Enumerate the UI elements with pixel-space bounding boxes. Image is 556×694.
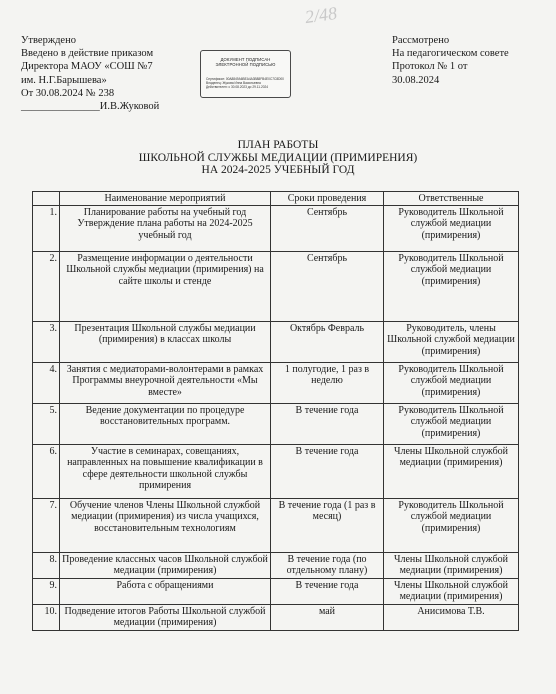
term-cell: В течение года (271, 404, 384, 445)
term-cell: Сентябрь (271, 252, 384, 322)
title-line: ШКОЛЬНОЙ СЛУЖБЫ МЕДИАЦИИ (ПРИМИРЕНИЯ) (138, 151, 418, 164)
responsible-cell: Руководитель Школьной службой медиации (примирения) (384, 404, 519, 445)
responsible-cell: Анисимова Т.В. (384, 605, 519, 631)
e-signature-stamp (200, 50, 291, 98)
review-line: 30.08.2024 (392, 74, 440, 86)
stamp-title-line: ЭЛЕКТРОННОЙ ПОДПИСЬЮ (215, 62, 276, 67)
review-line: Рассмотрено (392, 35, 450, 46)
activity-cell: Планирование работы на учебный год Утверждение плана работы на 2024-2025 учебный год (60, 206, 271, 252)
row-number: 1. (33, 206, 60, 252)
activity-cell: Участие в семинарах, совещаниях, направленных на повышение квалификации в сфере деятельности школьной службы примирения (60, 445, 271, 499)
approval-line: От 30.08.2024 № 238 (21, 87, 115, 99)
review-line: Протокол № 1 от (392, 61, 468, 73)
row-number: 5. (33, 404, 60, 445)
stamp-certificate: Сертификат: 00A8849A6BEA4A3B88FB4E0C7C8D00 (206, 77, 284, 81)
row-number: 6. (33, 445, 60, 499)
row-number: 8. (33, 553, 60, 579)
term-cell: Октябрь Февраль (271, 322, 384, 363)
activity-cell: Презентация Школьной службы медиации (примирения) в классах школы (60, 322, 271, 363)
table-row (33, 445, 519, 499)
activity-cell: Подведение итогов Работы Школьной службой медиации (примирения) (60, 605, 271, 631)
table-row (33, 252, 519, 322)
responsible-cell: Руководитель, члены Школьной службой медиации (примирения) (384, 322, 519, 363)
term-cell: В течение года (271, 445, 384, 499)
term-cell: май (271, 605, 384, 631)
column-header-activity: Наименование мероприятий (60, 192, 271, 206)
column-header-responsible: Ответственные (384, 192, 519, 206)
row-number: 2. (33, 252, 60, 322)
table-row (33, 206, 519, 252)
responsible-cell: Руководитель Школьной службой медиации (примирения) (384, 252, 519, 322)
activity-cell: Работа с обращениями (60, 579, 271, 605)
activity-cell: Размещение информации о деятельности Школьной службы медиации (примирения) на сайте школы и стенде (60, 252, 271, 322)
review-line: На педагогическом совете (392, 48, 509, 60)
responsible-cell: Члены Школьной службой медиации (примирения) (384, 553, 519, 579)
approval-line: им. Н.Г.Барышева» (21, 74, 107, 86)
stamp-owner: Владелец: Жукова Инна Васильевна (206, 81, 261, 86)
responsible-cell: Руководитель Школьной службой медиации (примирения) (384, 499, 519, 553)
term-cell: В течение года (271, 579, 384, 605)
row-number: 7. (33, 499, 60, 553)
approval-line: Утверждено (21, 35, 76, 46)
responsible-cell: Руководитель Школьной службой медиации (примирения) (384, 363, 519, 404)
row-number: 9. (33, 579, 60, 605)
work-plan-table (32, 191, 519, 631)
activity-cell: Проведение классных часов Школьной службой медиации (примирения) (60, 553, 271, 579)
row-number: 4. (33, 363, 60, 404)
row-number: 3. (33, 322, 60, 363)
approval-signature-line: _______________И.В.Жуковой (21, 101, 160, 113)
activity-cell: Ведение документации по процедуре восстановительных программ. (60, 404, 271, 445)
stamp-title-line: ДОКУМЕНТ ПОДПИСАН (220, 57, 271, 62)
term-cell: 1 полугодие, 1 раз в неделю (271, 363, 384, 404)
responsible-cell: Члены Школьной службой медиации (примирения) (384, 579, 519, 605)
table-row (33, 499, 519, 553)
table-row (33, 363, 519, 404)
column-header-term: Сроки проведения (271, 192, 384, 206)
stamp-validity: Действителен: с 30.08.2023 до 29.11.2024 (206, 85, 269, 90)
table-row (33, 322, 519, 363)
term-cell: В течение года (1 раз в месяц) (271, 499, 384, 553)
term-cell: В течение года (по отдельному плану) (271, 553, 384, 579)
table-row (33, 404, 519, 445)
responsible-cell: Руководитель Школьной службой медиации (примирения) (384, 206, 519, 252)
approval-line: Директора МАОУ «СОШ №7 (21, 61, 153, 73)
responsible-cell: Члены Школьной службой медиации (примирения) (384, 445, 519, 499)
table-header-row (33, 192, 519, 206)
table-row (33, 605, 519, 631)
approval-line: Введено в действие приказом (21, 48, 154, 60)
pencil-scribble: 2/48 (303, 2, 339, 28)
title-line: ПЛАН РАБОТЫ (237, 139, 319, 151)
table-row (33, 553, 519, 579)
activity-cell: Обучение членов Члены Школьной службой медиации (примирения) из числа учащихся, восстановительным технологиям (60, 499, 271, 553)
activity-cell: Занятия с медиаторами-волонтерами в рамках Программы внеурочной деятельности «Мы вместе» (60, 363, 271, 404)
row-number: 10. (33, 605, 60, 631)
document-title (0, 139, 556, 177)
table-row (33, 579, 519, 605)
term-cell: Сентябрь (271, 206, 384, 252)
column-header-number (33, 192, 60, 206)
review-block (392, 34, 552, 87)
title-line: НА 2024-2025 УЧЕБНЫЙ ГОД (201, 164, 355, 176)
approval-block (21, 34, 196, 113)
